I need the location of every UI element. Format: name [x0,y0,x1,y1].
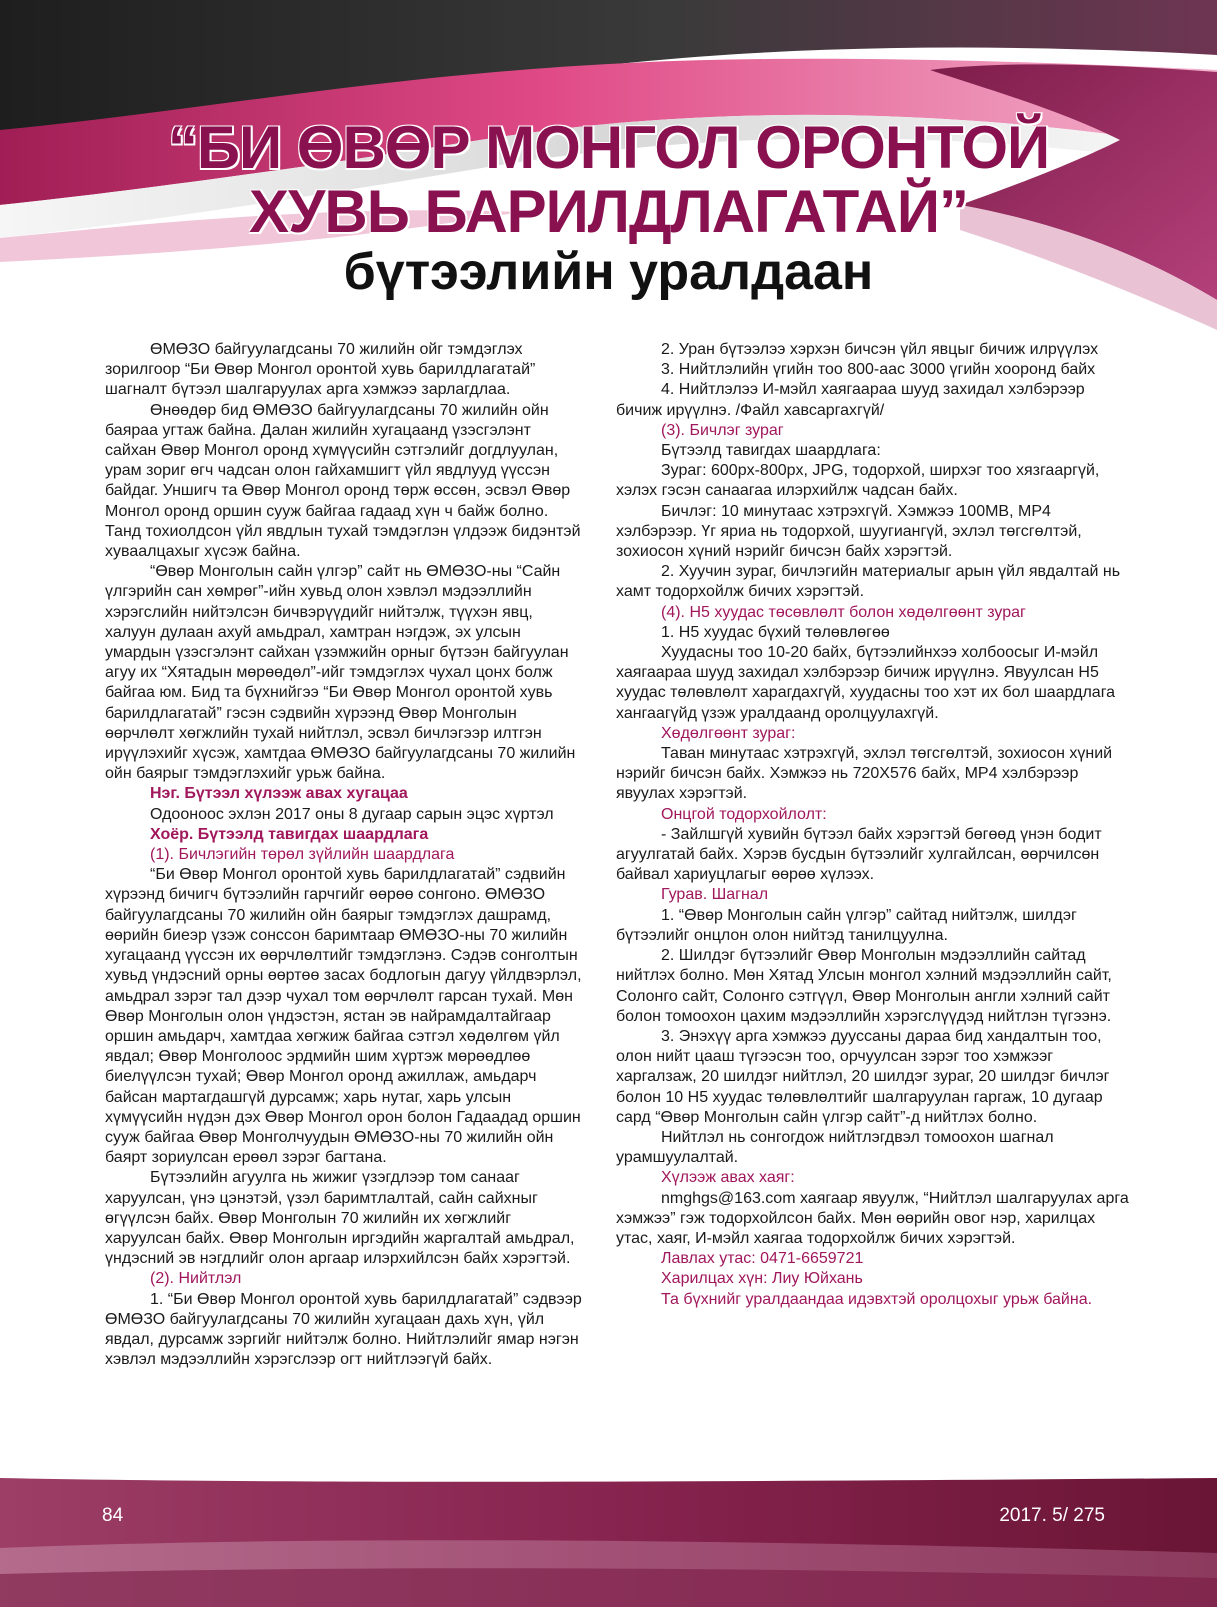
subsection-heading: (4). H5 хуудас төсөвлөлт болон хөдөлгөөнт зураг [661,603,1026,621]
section-heading: Нэг. Бүтээл хүлээж авах хугацаа [150,785,408,803]
paragraph: Одооноос эхлэн 2017 оны 8 дугаар сарын эцэс хүртэл [150,805,554,823]
right-text-column [616,340,1129,1310]
paragraph: “Би Өвөр Монгол оронтой хувь барилдлагатай” сэдвийн хүрээнд бичигч бүтээлийн гарчгийг өөрөө сонгоно. ӨМӨЗО байгуулагдсаны 70 жилийн ойн баярыг тэмдэглэх дашрамд, өөрийн биеэр үзэж сонссон баримтаар ӨМӨЗО-ны 70 жилийн хугацаанд үүссэн их өөрчлөлтийг тэмдэглэнэ. Сэдэв сонголтын хувьд үндэсний орны өөртөө засах бодлогын дагуу үйлдвэрлэл, амьдрал зэрэг тал дээр чухал том өөрчлөлт гарсан тухай. Мөн Өвөр Монголын олон үндэстэн, ястан эв найрамдалтайгаар оршин амьдарч, хамтдаа хөгжиж байгаа сэтгэл хөдөлгөм үйл явдал; Өвөр Монголоос эрдмийн шим хүртэж мөрөөдлөө биелүүлсэн тухай; Өвөр Монгол оронд ажиллаж, амьдарч байсан мартагдашгүй дурсамж; харь нутаг, харь улсын хүмүүсийн нүдэн дэх Өвөр Монгол орон болон Гадаадад оршин сууж байгаа Өвөр Монголчуудын ӨМӨЗО-ны 70 жилийн ойн баярт зориулсан ерөөл зэрэг багтана. [105,866,582,1167]
paragraph: 3. Энэхүү арга хэмжээ дууссаны дараа бид хандалтын тоо, олон нийт цааш түгээсэн тоо, орчуулсан зэрэг тоо хэмжээг харгалзаж, 20 шилдэг нийтлэл, 20 шилдэг зураг, 20 шилдэг бичлэг болон 10 H5 хуудас төлөвлөлтийг шалгаруулан гаргаж, 10 дугаар сард “Өвөр Монголын сайн үлгэр сайт”-д нийтлэх болно. [616,1027,1110,1126]
paragraph: nmghgs@163.com хаягаар явуулж, “Нийтлэл шалгаруулах арга хэмжээ” гэж тодорхойлсон байх. Мөн өөрийн овог нэр, харилцах утас, хаяг, И-мэйл хаягаа тодорхойлж бичих хэрэгтэй. [616,1189,1129,1247]
footer-banner [0,1478,1217,1607]
paragraph: Нийтлэл нь сонгогдож нийтлэгдвэл томоохон шагнал урамшуулалтай. [616,1128,1054,1167]
subsection-heading: (2). Нийтлэл [150,1270,242,1288]
section-heading: Хоёр. Бүтээлд тавигдах шаардлага [150,825,429,843]
subsection-heading: Хүлээж авах хаяг: [661,1169,795,1187]
paragraph: 2. Шилдэг бүтээлийг Өвөр Монголын мэдээллийн сайтад нийтлэх болно. Мөн Хятад Улсын монгол хэлний мэдээллийн сайт, Солонго сайт, Солонго сэтгүүл, Өвөр Монголын англи хэлний сайт болон томоохон цахим мэдээллийн хэрэгслүүдэд нийтлэн түгээнэ. [616,947,1112,1025]
paragraph: Хуудасны тоо 10-20 байх, бүтээлийнхээ холбоосыг И-мэйл хаягаараа шууд захидал хэлбэрээр бичиж ирүүлнэ. Явуулсан H5 хуудас төлөвлөлт харагдахгүй, хуудасны тоо хэт их бол шаардлага хангаагүйд үзэж уралдаанд оролцуулахгүй. [616,644,1116,722]
paragraph: 1. “Би Өвөр Монгол оронтой хувь барилдлагатай” сэдвээр ӨМӨЗО байгуулагдсаны 70 жилийн хугацаан дахь хүн, үйл явдал, дурсамж зэргийг нийтэлж болно. Нийтлэлийг ямар нэгэн хэвлэл мэдээллийн хэрэгслээр огт нийтлээгүй байх. [105,1290,582,1369]
title-line-1: “БИ ӨВӨР МОНГОЛ ОРОНТОЙ [167,114,1050,181]
issue-number: 2017. 5/ 275 [999,1505,1105,1526]
paragraph: Өнөөдөр бид ӨМӨЗО байгуулагдсаны 70 жилийн ойн баяраа угтаж байна. Далан жилийн хугацаанд үзэсгэлэнт сайхан Өвөр Монгол оронд хүмүүсийн сэтгэлийг догдлуулан, урам зориг өгч чадсан олон гайхамшигт үйл явдлууд үүссэн байдаг. Уншигч та Өвөр Монгол оронд төрж өссөн, эсвэл Өвөр Монгол оронд оршин сууж байгаа гадаад хүн ч байж болно. Танд тохиолдсон үйл явдлын тухай тэмдэглэн үлдээж бидэнтэй хуваалцахыг хүсэж байна. [105,401,581,561]
subsection-heading: (3). Бичлэг зураг [661,421,784,439]
paragraph: 3. Нийтлэлийн үгийн тоо 800-аас 3000 үгийн хооронд байх [661,361,1096,379]
subsection-heading: Хөдөлгөөнт зураг: [661,724,796,742]
paragraph: Бүтээлд тавигдах шаардлага: [661,442,881,460]
paragraph: Бичлэг: 10 минутаас хэтрэхгүй. Хэмжээ 100MB, MP4 хэлбэрээр. Үг яриа нь тодорхой, шуугиангүй, эхлэл төгсгөлтэй, зохиосон хүний нэрийг бичсэн байх хэрэгтэй. [616,502,1082,561]
page-number: 84 [102,1505,124,1526]
paragraph: Бүтээлийн агуулга нь жижиг үзэгдлээр том санааг харуулсан, үнэ цэнэтэй, үзэл баримтлалтай, сайн сайхныг өгүүлсэн байх. Өвөр Монголын 70 жилийн их хөгжлийг харуулсан байх. Өвөр Монголын иргэдийн жаргалтай амьдрал, үндэсний эв нэгдлийг олон аргаар илэрхийлсэн байх хэрэгтэй. [105,1169,575,1268]
left-text-column [105,340,582,1370]
contact-phone: Лавлах утас: 0471-6659721 [661,1250,864,1268]
subtitle: бүтээлийн уралдаан [343,243,874,301]
paragraph: 2. Уран бүтээлээ хэрхэн бичсэн үйл явцыг бичиж илрүүлэх [661,341,1099,358]
paragraph: Зураг: 600px-800px, JPG, тодорхой, ширхэг тоо хязгааргүй, хэлэх гэсэн санаагаа илэрхийлж чадсан байх. [616,462,1100,500]
paragraph: 1. H5 хуудас бүхий төлөвлөгөө [661,623,890,641]
paragraph: 2. Хуучин зураг, бичлэгийн материалыг арын үйл явдалтай нь хамт тодорхойлж бичих хэрэгтэй. [616,563,1121,601]
title-line-2: ХУВЬ БАРИЛДЛАГАТАЙ” [249,178,968,245]
paragraph: - Зайлшгүй хувийн бүтээл байх хэрэгтэй бөгөөд үнэн бодит агуулгатай байх. Хэрэв бусдын бүтээлийг хулгайлсан, өөрчилсөн байвал хариуцлагыг өөрөө хүлээх. [616,825,1102,884]
contact-person: Харилцах хүн: Лиу Юйхань [661,1270,863,1288]
subsection-heading: Онцгой тодорхойлолт: [661,805,827,823]
section-heading: Гурав. Шагнал [661,886,769,904]
paragraph: 1. “Өвөр Монголын сайн үлгэр” сайтад нийтэлж, шилдэг бүтээлийг онцлон олон нийтэд танилцуулна. [616,906,1077,944]
closing-invitation: Та бүхнийг уралдаандаа идэвхтэй оролцохыг урьж байна. [661,1290,1093,1308]
paragraph: “Өвөр Монголын сайн үлгэр” сайт нь ӨМӨЗО-ны “Сайн үлгэрийн сан хөмрөг”-ийн хувьд олон хэвлэл мэдээллийн хэрэгслийн нийтэлсэн бичвэрүүдийг нийтэлж, түүхэн явц, халуун дулаан ахуй амьдрал, хамтран нэгдэж, эх улсын умардын үзэсгэлэнт сайхан үзэмжийн орныг бүтээн байгуулан агуу их “Хятадын мөрөөдөл”-ийг тэмдэглэх чухал цонх болж байгаа юм. Бид та бүхнийгээ “Би Өвөр Монгол оронтой хувь барилдлагатай” гэсэн сэдвийн хүрээнд Өвөр Монголын өөрчлөлт хөгжлийн тухай нийтлэл, эсвэл бичлэгээр илтгэн ирүүлэхийг хүсэж, хамтдаа ӨМӨЗО байгуулагдсаны 70 жилийн ойн баярыг тэмдэглэхийг урьж байна. [105,563,576,783]
paragraph: ӨМӨЗО байгуулагдсаны 70 жилийн ойг тэмдэглэх зорилгоор “Би Өвөр Монгол оронтой хувь барилдлагатай” шагналт бүтээл шалгаруулах арга хэмжээ зарлагдлаа. [105,341,536,399]
subsection-heading: (1). Бичлэгийн төрөл зүйлийн шаардлага [150,846,455,864]
paragraph: Таван минутаас хэтрэхгүй, эхлэл төгсгөлтэй, зохиосон хүний нэрийг бичсэн байх. Хэмжээ нь 720X576 байх, MP4 хэлбэрээр явуулах хэрэгтэй. [616,745,1113,803]
paragraph: 4. Нийтлэлээ И-мэйл хаягаараа шууд захидал хэлбэрээр бичиж ирүүлнэ. /Файл хавсаргахгүй/ [616,381,1085,419]
